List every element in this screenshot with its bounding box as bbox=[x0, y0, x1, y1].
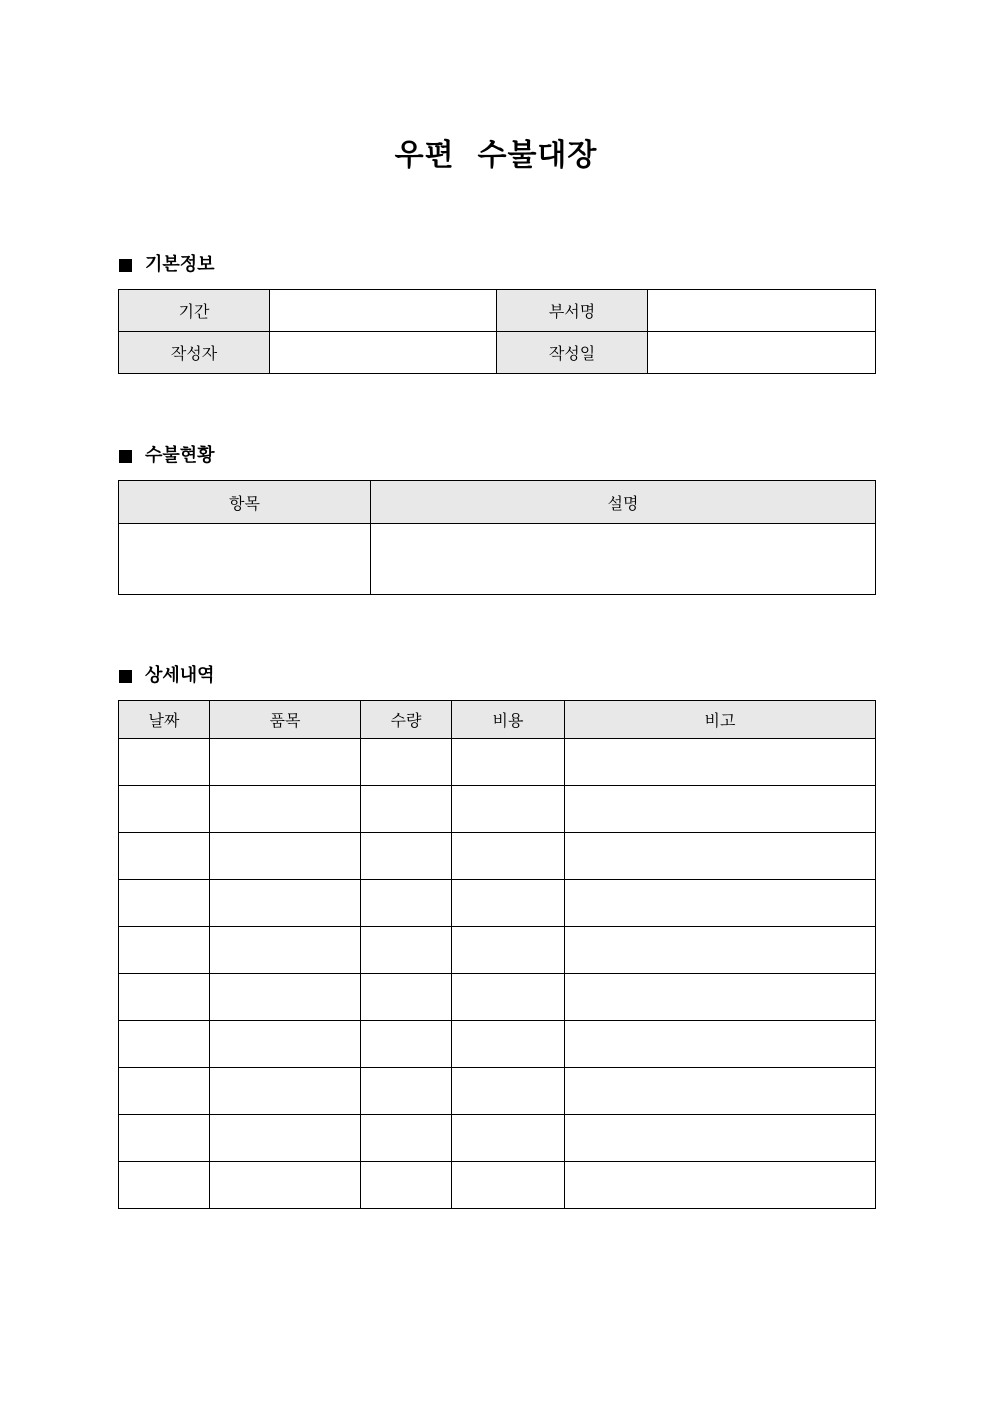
product-cell[interactable] bbox=[210, 1021, 361, 1068]
details-table-body bbox=[119, 739, 876, 1209]
quantity-cell[interactable] bbox=[361, 974, 452, 1021]
product-cell[interactable] bbox=[210, 739, 361, 786]
date-cell[interactable] bbox=[119, 927, 210, 974]
cost-cell[interactable] bbox=[452, 880, 565, 927]
remarks-cell[interactable] bbox=[565, 1115, 876, 1162]
cost-cell[interactable] bbox=[452, 1068, 565, 1115]
section-heading-details bbox=[119, 664, 215, 688]
table-row bbox=[119, 739, 876, 786]
cost-cell[interactable] bbox=[452, 1162, 565, 1209]
section-heading-label: 상세내역 bbox=[145, 665, 215, 686]
table-header-row bbox=[119, 481, 876, 524]
basic-info-table bbox=[118, 289, 876, 374]
date-cell[interactable] bbox=[119, 1021, 210, 1068]
remarks-cell[interactable] bbox=[565, 880, 876, 927]
date-cell[interactable] bbox=[119, 786, 210, 833]
product-cell[interactable] bbox=[210, 880, 361, 927]
table-row bbox=[119, 1162, 876, 1209]
cost-column-header: 비용 bbox=[452, 701, 565, 739]
period-label: 기간 bbox=[119, 290, 270, 332]
product-cell[interactable] bbox=[210, 786, 361, 833]
cost-cell[interactable] bbox=[452, 739, 565, 786]
status-table bbox=[118, 480, 876, 595]
product-column-header: 품목 bbox=[210, 701, 361, 739]
page-title: 우편 수불대장 bbox=[394, 138, 598, 173]
quantity-cell[interactable] bbox=[361, 1162, 452, 1209]
square-bullet-icon bbox=[119, 670, 132, 683]
description-column-header: 설명 bbox=[371, 481, 876, 524]
remarks-cell[interactable] bbox=[565, 974, 876, 1021]
square-bullet-icon bbox=[119, 259, 132, 272]
remarks-cell[interactable] bbox=[565, 739, 876, 786]
section-heading-basic-info bbox=[119, 253, 215, 277]
product-cell[interactable] bbox=[210, 974, 361, 1021]
table-row bbox=[119, 974, 876, 1021]
product-cell[interactable] bbox=[210, 927, 361, 974]
author-field[interactable] bbox=[270, 332, 497, 374]
remarks-cell[interactable] bbox=[565, 1162, 876, 1209]
date-cell[interactable] bbox=[119, 974, 210, 1021]
date-cell[interactable] bbox=[119, 1115, 210, 1162]
date-written-field[interactable] bbox=[648, 332, 876, 374]
quantity-cell[interactable] bbox=[361, 786, 452, 833]
table-row bbox=[119, 880, 876, 927]
date-cell[interactable] bbox=[119, 1162, 210, 1209]
quantity-cell[interactable] bbox=[361, 739, 452, 786]
date-cell[interactable] bbox=[119, 833, 210, 880]
cost-cell[interactable] bbox=[452, 1021, 565, 1068]
item-column-header: 항목 bbox=[119, 481, 371, 524]
quantity-cell[interactable] bbox=[361, 833, 452, 880]
cost-cell[interactable] bbox=[452, 833, 565, 880]
table-row bbox=[119, 1021, 876, 1068]
cost-cell[interactable] bbox=[452, 1115, 565, 1162]
description-field[interactable] bbox=[371, 524, 876, 595]
author-label: 작성자 bbox=[119, 332, 270, 374]
date-written-label: 작성일 bbox=[497, 332, 648, 374]
table-row bbox=[119, 833, 876, 880]
quantity-cell[interactable] bbox=[361, 1068, 452, 1115]
section-heading-label: 수불현황 bbox=[145, 445, 215, 466]
table-row bbox=[119, 1068, 876, 1115]
section-heading-label: 기본정보 bbox=[145, 254, 215, 275]
square-bullet-icon bbox=[119, 450, 132, 463]
period-field[interactable] bbox=[270, 290, 497, 332]
quantity-column-header: 수량 bbox=[361, 701, 452, 739]
table-row bbox=[119, 786, 876, 833]
product-cell[interactable] bbox=[210, 1068, 361, 1115]
quantity-cell[interactable] bbox=[361, 880, 452, 927]
product-cell[interactable] bbox=[210, 1162, 361, 1209]
date-cell[interactable] bbox=[119, 880, 210, 927]
table-row bbox=[119, 290, 876, 332]
quantity-cell[interactable] bbox=[361, 1021, 452, 1068]
date-column-header: 날짜 bbox=[119, 701, 210, 739]
table-row bbox=[119, 1115, 876, 1162]
cost-cell[interactable] bbox=[452, 974, 565, 1021]
table-header-row bbox=[119, 701, 876, 739]
remarks-cell[interactable] bbox=[565, 1068, 876, 1115]
table-row bbox=[119, 927, 876, 974]
remarks-column-header: 비고 bbox=[565, 701, 876, 739]
department-label: 부서명 bbox=[497, 290, 648, 332]
quantity-cell[interactable] bbox=[361, 927, 452, 974]
quantity-cell[interactable] bbox=[361, 1115, 452, 1162]
remarks-cell[interactable] bbox=[565, 927, 876, 974]
date-cell[interactable] bbox=[119, 739, 210, 786]
table-row bbox=[119, 524, 876, 595]
date-cell[interactable] bbox=[119, 1068, 210, 1115]
table-row bbox=[119, 332, 876, 374]
remarks-cell[interactable] bbox=[565, 833, 876, 880]
item-field[interactable] bbox=[119, 524, 371, 595]
remarks-cell[interactable] bbox=[565, 786, 876, 833]
product-cell[interactable] bbox=[210, 1115, 361, 1162]
product-cell[interactable] bbox=[210, 833, 361, 880]
cost-cell[interactable] bbox=[452, 927, 565, 974]
details-table bbox=[118, 700, 876, 1209]
department-field[interactable] bbox=[648, 290, 876, 332]
section-heading-status bbox=[119, 444, 215, 468]
remarks-cell[interactable] bbox=[565, 1021, 876, 1068]
cost-cell[interactable] bbox=[452, 786, 565, 833]
